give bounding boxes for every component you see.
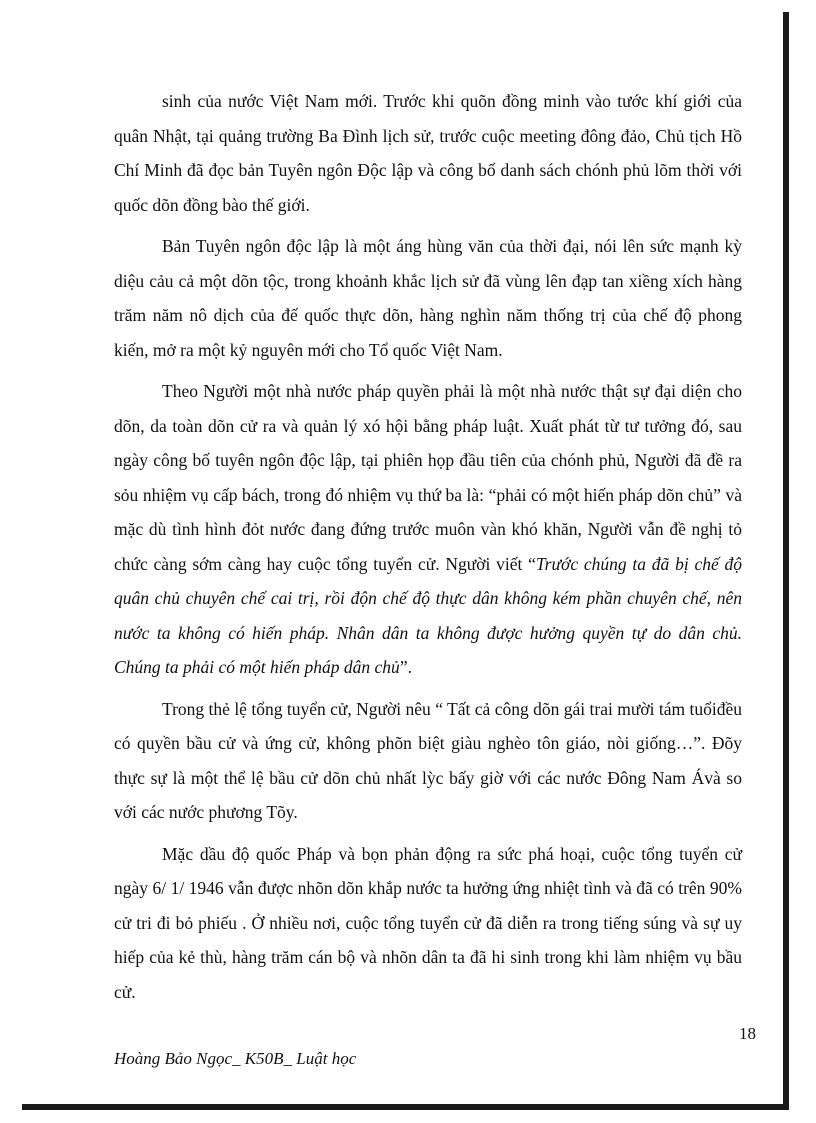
paragraph-4: Trong thẻ lệ tổng tuyển cử, Người nêu “ Tất cả công dõn gái trai mười tám tuổiđều có quyền bầu cử và ứng cử, không phõn biệt giàu nghèo tôn giáo, nòi giống…”. Đõy thực sự là một thể lệ bầu cử dõn chủ nhất lỳc bấy giờ với các nước Đông Nam Ávà so với các nước phương Tõy. xyxy=(114,698,742,822)
page-shadow-right xyxy=(783,12,789,1110)
paragraph-1: sinh của nước Việt Nam mới. Trước khi quõn đồng minh vào tước khí giới của quân Nhật, tại quảng trường Ba Đình lịch sử, trước cuộc meeting đông đảo, Chủ tịch Hồ Chí Minh đã đọc bản Tuyên ngôn Độc lập và công bố danh sách chónh phủ lõm thời với quốc dõn đồng bào thế giới. xyxy=(114,91,742,215)
page-number: 18 xyxy=(739,1024,756,1043)
paragraph-3-tail: ”. xyxy=(399,657,412,677)
body-text xyxy=(114,84,742,1016)
paragraph-5: Mặc dầu độ quốc Pháp và bọn phản động ra sức phá hoại, cuộc tổng tuyển cử ngày 6/ 1/ 1946 vẫn được nhõn dõn khắp nước ta hưởng ứng nhiệt tình và đã có trên 90% cử tri đi bỏ phiếu . Ở nhiều nơi, cuộc tổng tuyển cử đã diễn ra trong tiếng súng và sự uy hiếp của kẻ thù, hàng trăm cán bộ và nhõn dân ta đã hi sinh trong khi làm nhiệm vụ bầu cử. xyxy=(114,843,742,1002)
page-shadow-bottom xyxy=(22,1104,789,1110)
quote-italic: Trước chúng ta đã bị chế độ quân chủ chuyên chế cai trị, rồi độn chế độ thực dân không kém phần chuyên chế, nên nước ta không có hiến pháp. Nhân dân ta không được hưởng quyền tự do dân chủ. Chúng ta phải có một hiến pháp dân chủ xyxy=(114,553,743,677)
footer-author: Hoàng Bảo Ngọc_ K50B_ Luật học xyxy=(114,1049,357,1068)
paragraph-3 xyxy=(114,374,742,685)
paragraph-3-text: Theo Người một nhà nước pháp quyền phải là một nhà nước thật sự đại diện cho dõn, da toàn dõn cử ra và quản lý xó hội bằng pháp luật. Xuất phát từ tư tưởng đó, sau ngày công bố tuyên ngôn độc lập, tại phiên họp đầu tiên của chónh phủ, Người đã đề ra sỏu nhiệm vụ cấp bách, trong đó nhiệm vụ thứ ba là: “phải có một hiến pháp dõn chủ” và mặc dù tình hình đỏt nước đang đứng trước muôn vàn khó khăn, Người vẫn đề nghị tỏ chức càng sớm càng hay cuộc tổng tuyển cử. Người viết “ xyxy=(114,381,742,574)
paragraph-2: Bản Tuyên ngôn độc lập là một áng hùng văn của thời đại, nói lên sức mạnh kỳ diệu cảu cả một dõn tộc, trong khoảnh khắc lịch sử đã vùng lên đạp tan xiềng xích hàng trăm năm nô dịch của đế quốc thực dõn, hàng nghìn năm thống trị của chế độ phong kiến, mở ra một kỷ nguyên mới cho Tổ quốc Việt Nam. xyxy=(114,236,742,360)
